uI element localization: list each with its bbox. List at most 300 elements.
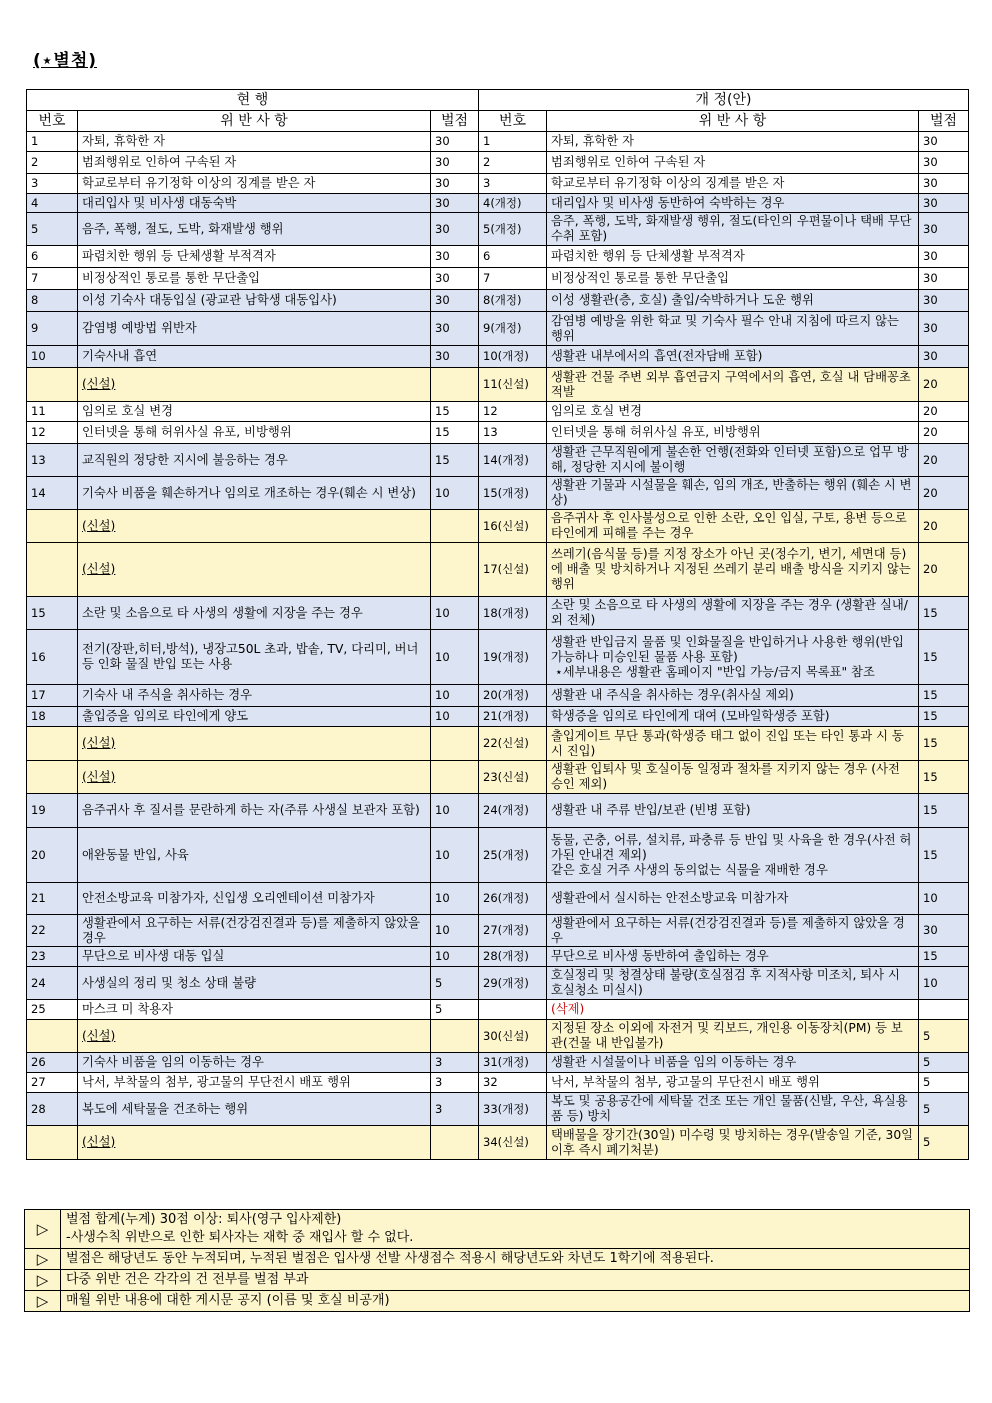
revised-violation-text: 생활관 기물과 시설물을 훼손, 임의 개조, 반출하는 행위 (훼손 시 변상) [551,478,912,507]
revised-no-text: 10(개정) [483,349,529,363]
page-title: (⋆별첨) [33,51,98,71]
current-violation [78,597,431,630]
col-points-current: 벌점 [431,111,479,132]
current-no-text: 3 [31,176,39,190]
revised-violation-text: 생활관 내 주식을 취사하는 경우(취사실 제외) [551,688,794,702]
current-points-text: 5 [435,1002,443,1016]
table-row [27,132,969,152]
current-violation-text: 범죄행위로 인하여 구속된 자 [82,155,237,169]
current-points [431,1126,479,1160]
revised-violation-text: 대리입사 및 비사생 동반하여 숙박하는 경우 [551,195,785,210]
revised-points [919,828,969,883]
revised-points [919,685,969,707]
revised-points [919,1020,969,1053]
current-violation [78,1053,431,1073]
revised-violation-text: 감염병 예방을 위한 학교 및 기숙사 필수 안내 지침에 따르지 않는 행위 [551,313,899,343]
current-no [27,967,78,1000]
bullet-arrow-icon: ▷ [25,1210,61,1249]
revised-no [479,597,547,630]
revised-violation [547,1020,919,1053]
revised-no-text: 30(신설) [483,1028,529,1043]
current-points [431,794,479,828]
revised-no-text: 17(신설) [483,562,529,576]
revised-points [919,213,969,246]
revised-no-text: 4(개정) [483,195,522,210]
revised-violation [547,685,919,707]
current-violation [78,312,431,346]
current-points-text: 10 [435,709,450,723]
revised-points-text: 30 [923,321,938,335]
current-no-text: 28 [31,1101,46,1116]
current-points [431,132,479,152]
revised-no [479,213,547,246]
current-violation [78,174,431,194]
revised-points [919,1093,969,1126]
current-points-text: 30 [435,176,450,190]
current-violation-text: 무단으로 비사생 대동 입실 [82,949,225,963]
revised-violation [547,727,919,761]
current-violation-text: 기숙사 비품을 임의 이동하는 경우 [82,1055,264,1069]
revised-points-text: 15 [923,605,938,620]
revised-no [479,194,547,213]
revised-violation [547,213,919,246]
revised-points-text: 10 [923,891,938,905]
revised-points-text: 15 [923,769,938,784]
current-no [27,268,78,290]
table-row [27,1126,969,1160]
revised-no-text: 14(개정) [483,452,529,467]
current-points [431,174,479,194]
table-row [27,194,969,213]
current-no-text: 15 [31,605,46,620]
table-row [27,685,969,707]
current-no [27,1126,78,1160]
revised-no [479,444,547,477]
note-subline: -사생수칙 위반으로 인한 퇴사자는 재학 중 재입사 할 수 없다. [66,1230,414,1245]
revised-no-text: 26(개정) [483,891,529,905]
bullet-arrow-icon: ▷ [25,1291,61,1312]
revised-violation [547,883,919,915]
current-points [431,152,479,174]
col-no-revised: 번호 [479,111,547,132]
current-violation [78,1020,431,1053]
current-points-text: 5 [435,975,443,990]
revised-violation [547,194,919,213]
revised-no-text: 27(개정) [483,923,529,937]
current-points [431,422,479,444]
current-no [27,213,78,246]
revised-no [479,402,547,422]
table-row [27,761,969,794]
current-no [27,685,78,707]
revised-violation [547,368,919,402]
revised-no [479,883,547,915]
revised-violation-text: 복도 및 공용공간에 세탁물 건조 또는 개인 물품(신발, 우산, 욕실용품 등) 방치 [551,1094,908,1123]
current-violation-text: 생활관에서 요구하는 서류(건강검진결과 등)를 제출하지 않았을 경우 [82,915,420,945]
revised-points-text: 5 [923,1055,931,1069]
revised-violation [547,246,919,268]
current-no-text: 24 [31,975,46,990]
revised-points-text: 5 [923,1028,931,1043]
revised-no [479,152,547,174]
revised-no [479,1073,547,1093]
revised-violation-text: 지정된 장소 이외에 자전거 및 킥보드, 개인용 이동장치(PM) 등 보관(건물 내 반입불가) [551,1021,903,1050]
revised-no-text: 9(개정) [483,321,522,335]
current-points-text: 10 [435,485,450,500]
current-violation-text: 애완동물 반입, 사육 [82,847,189,862]
revised-no [479,510,547,543]
revised-no [479,1126,547,1160]
revised-no-text: 3 [483,176,491,190]
current-no-text: 7 [31,271,39,285]
revised-points [919,1000,969,1020]
current-no-text: 11 [31,404,46,418]
revised-points [919,967,969,1000]
revised-points [919,422,969,444]
current-no [27,828,78,883]
revised-violation [547,1000,919,1020]
current-points-text: 30 [435,221,450,236]
current-no-text: 10 [31,349,46,363]
current-points [431,1053,479,1073]
current-points [431,346,479,368]
note-text [61,1291,970,1312]
revised-points-text: 30 [923,271,938,285]
current-violation [78,1126,431,1160]
current-points [431,444,479,477]
note-line: 다중 위반 건은 각각의 건 전부를 벌점 부과 [66,1272,309,1287]
current-violation [78,268,431,290]
bullet-arrow-icon: ▷ [25,1249,61,1270]
revised-points-text: 20 [923,425,938,439]
current-violation-text: 자퇴, 휴학한 자 [82,134,165,148]
current-no [27,1020,78,1053]
revised-violation-text: 이성 생활관(층, 호실) 출입/숙박하거나 도운 행위 [551,293,814,307]
current-violation-text: 교직원의 정당한 지시에 불응하는 경우 [82,452,288,467]
current-violation [78,1073,431,1093]
revised-violation [547,597,919,630]
revised-points-text: 5 [923,1075,931,1089]
current-points-text: 10 [435,688,450,702]
revised-violation-text: 생활관 건물 주변 외부 흡연금지 구역에서의 흡연, 호실 내 담배꽁초 적발 [551,369,911,399]
current-no-text: 18 [31,709,46,723]
table-row [27,915,969,947]
current-no [27,174,78,194]
current-violation [78,194,431,213]
current-no [27,947,78,967]
revised-violation [547,707,919,727]
current-no-text: 17 [31,688,46,702]
current-violation-text: 낙서, 부착물의 첨부, 광고물의 무단전시 배포 행위 [82,1075,351,1089]
revised-no-text: 21(개정) [483,709,529,723]
current-points-text: 10 [435,847,450,862]
revised-violation-text: 임의로 호실 변경 [551,404,642,418]
current-no-text: 5 [31,221,39,236]
current-violation [78,828,431,883]
revised-points-text: 30 [923,923,938,937]
table-row [27,268,969,290]
revised-violation [547,346,919,368]
note-text [61,1249,970,1270]
current-points [431,1000,479,1020]
current-points-text: 10 [435,923,450,937]
current-violation-text: 파렴치한 행위 등 단체생활 부적격자 [82,249,276,263]
current-points-text: 10 [435,803,450,817]
current-points-text: 10 [435,949,450,963]
table-row [27,967,969,1000]
revised-no-text: 11(신설) [483,377,529,391]
revised-no-text: 29(개정) [483,975,529,990]
current-points-text: 3 [435,1055,443,1069]
revised-no-text: 5(개정) [483,221,522,236]
current-no-text: 6 [31,249,39,263]
revised-violation [547,132,919,152]
col-violation-current: 위 반 사 항 [78,111,431,132]
revised-violation-text: 소란 및 소음으로 타 사생의 생활에 지장을 주는 경우 (생활관 실내/외 전체) [551,598,908,627]
current-violation-text: 대리입사 및 비사생 대동숙박 [82,195,237,210]
revised-points [919,194,969,213]
current-no [27,794,78,828]
revised-no [479,1053,547,1073]
current-violation [78,967,431,1000]
current-violation-text: 복도에 세탁물을 건조하는 행위 [82,1101,249,1116]
revised-no [479,828,547,883]
revised-violation [547,761,919,794]
current-no [27,194,78,213]
current-violation [78,883,431,915]
current-violation-text: (신설) [82,518,116,533]
current-no-text: 21 [31,891,46,905]
note-row [25,1249,970,1270]
current-violation-text: 임의로 호실 변경 [82,404,173,418]
revised-violation-text: 자퇴, 휴학한 자 [551,134,634,148]
revised-no-text: 6 [483,249,491,263]
current-points [431,1073,479,1093]
current-no [27,444,78,477]
table-row [27,346,969,368]
current-violation [78,543,431,597]
current-violation-text: 마스크 미 착용자 [82,1002,173,1016]
revised-violation [547,290,919,312]
revised-violation [547,915,919,947]
revised-no-text: 2 [483,155,491,169]
current-violation-text: 인터넷을 통해 허위사실 유포, 비방행위 [82,425,292,439]
revised-points-text: 10 [923,975,938,990]
current-no [27,630,78,685]
current-points [431,477,479,510]
current-no-text: 8 [31,293,39,307]
table-row [27,246,969,268]
current-violation-text: 음주귀사 후 질서를 문란하게 하는 자(주류 사생실 보관자 포함) [82,803,420,817]
current-points-text: 30 [435,349,450,363]
current-violation [78,246,431,268]
current-violation-text: 학교로부터 유기정학 이상의 징계를 받은 자 [82,176,316,190]
table-row [27,630,969,685]
current-no [27,402,78,422]
current-violation-text: 전기(장판,히터,방석), 냉장고50L 초과, 밥솥, TV, 다리미, 버너 등 인화 물질 반입 또는 사용 [82,642,419,671]
revised-violation [547,794,919,828]
table-row [27,947,969,967]
revised-points-text: 30 [923,249,938,263]
current-violation [78,707,431,727]
table-row [27,707,969,727]
revised-violation [547,444,919,477]
table-row [27,1053,969,1073]
revised-no [479,132,547,152]
note-line: 벌점 합계(누계) 30점 이상: 퇴사(영구 입사제한) [66,1212,342,1227]
current-violation-text: 기숙사 비품을 훼손하거나 임의로 개조하는 경우(훼손 시 변상) [82,485,416,500]
current-points-text: 30 [435,271,450,285]
current-points [431,967,479,1000]
current-points [431,213,479,246]
current-points-text: 10 [435,891,450,905]
current-no [27,761,78,794]
current-violation [78,152,431,174]
current-violation [78,346,431,368]
table-row [27,152,969,174]
current-no [27,597,78,630]
revised-no-text: 18(개정) [483,605,529,620]
revised-no [479,1000,547,1020]
revised-violation [547,1073,919,1093]
revised-no-text: 20(개정) [483,688,529,702]
revised-points [919,915,969,947]
current-points [431,685,479,707]
current-violation [78,727,431,761]
current-violation [78,630,431,685]
current-violation [78,132,431,152]
revised-violation-text: 쓰레기(음식물 등)를 지정 장소가 아닌 곳(정수기, 변기, 세면대 등)에 배출 및 방치하거나 지정된 쓰레기 분리 배출 방식을 지키지 않는 행위 [551,547,911,591]
current-points [431,883,479,915]
revised-points [919,477,969,510]
current-points-text: 15 [435,425,450,439]
revised-violation-text: 호실정리 및 청결상태 불량(호실점검 후 지적사항 미조치, 퇴사 시 호실청소 미실시) [551,968,900,997]
revised-violation [547,1093,919,1126]
col-no-current: 번호 [27,111,78,132]
table-row [27,1073,969,1093]
current-no-text: 1 [31,134,39,148]
revised-points [919,174,969,194]
revised-violation-text: 생활관 근무직원에게 불손한 언행(전화와 인터넷 포함)으로 업무 방해, 정당한 지시에 불이행 [551,445,909,474]
revised-violation-text: 생활관 내 주류 반입/보관 (빈병 포함) [551,803,751,817]
revised-violation-text: 생활관 입퇴사 및 호실이동 일정과 절차를 지키지 않는 경우 (사전 승인 제외) [551,762,900,791]
current-points-text: 30 [435,155,450,169]
current-violation [78,402,431,422]
current-no [27,1053,78,1073]
revised-no [479,915,547,947]
current-points [431,915,479,947]
revised-points-text: 15 [923,847,938,862]
revised-violation-text: 출입게이트 무단 통과(학생증 태그 없이 진입 또는 타인 통과 시 동시 진입) [551,728,904,758]
revised-violation [547,967,919,1000]
notes-box [24,1209,970,1312]
revised-no-text: 34(신설) [483,1135,529,1149]
current-no-text: 19 [31,803,46,817]
revised-points [919,268,969,290]
revised-no [479,707,547,727]
note-row [25,1210,970,1249]
table-row [27,368,969,402]
table-row [27,883,969,915]
table-row [27,597,969,630]
current-violation [78,213,431,246]
table-row [27,510,969,543]
current-points [431,828,479,883]
revised-violation [547,152,919,174]
revised-no-text: 19(개정) [483,649,529,664]
revised-no [479,477,547,510]
note-text [61,1210,970,1249]
revised-points-text: 20 [923,562,938,576]
revised-no [479,727,547,761]
revised-points-text: 20 [923,518,938,533]
current-no-text: 23 [31,949,46,963]
revised-violation-text: 범죄행위로 인하여 구속된 자 [551,155,706,169]
revised-violation-note: ⋆세부내용은 생활관 홈페이지 "반입 가능/금지 목록표" 참조 [555,664,875,679]
revised-points-text: 30 [923,293,938,307]
revised-no [479,630,547,685]
revised-points [919,630,969,685]
col-violation-revised: 위 반 사 항 [547,111,919,132]
revised-violation-text: 무단으로 비사생 동반하여 출입하는 경우 [551,949,769,963]
table-row [27,312,969,346]
revised-no-text: 22(신설) [483,736,529,750]
revised-no-text: 8(개정) [483,293,522,307]
revised-points-text: 30 [923,221,938,236]
current-violation [78,510,431,543]
current-no-text: 12 [31,425,46,439]
current-violation-text: 이성 기숙사 대동입실 (광교관 남학생 대동입사) [82,293,337,307]
revised-points [919,368,969,402]
current-points-text: 10 [435,605,450,620]
current-points-text: 30 [435,195,450,210]
revised-no-text: 28(개정) [483,949,529,963]
current-no [27,132,78,152]
current-points [431,246,479,268]
current-violation-text: 안전소방교육 미참가자, 신입생 오리엔테이션 미참가자 [82,891,375,905]
revised-no [479,1020,547,1053]
current-no-text: 20 [31,847,46,862]
current-points-text: 30 [435,321,450,335]
revised-points-text: 15 [923,649,938,664]
revised-points-text: 30 [923,195,938,210]
current-violation [78,947,431,967]
revised-no [479,967,547,1000]
current-points [431,194,479,213]
current-points-text: 3 [435,1075,443,1089]
revised-points-text: 15 [923,803,938,817]
bullet-arrow-icon: ▷ [25,1270,61,1291]
revised-points [919,152,969,174]
revised-points [919,1126,969,1160]
col-points-revised: 벌점 [919,111,969,132]
revised-points [919,290,969,312]
revised-violation-text: 인터넷을 통해 허위사실 유포, 비방행위 [551,425,761,439]
table-row [27,543,969,597]
revised-no-text: 12 [483,404,498,418]
revised-violation-text: 택배물을 장기간(30일) 미수령 및 방치하는 경우(발송일 기준, 30일 이후 즉시 폐기처분) [551,1127,914,1157]
current-no [27,707,78,727]
current-points [431,312,479,346]
current-violation [78,1093,431,1126]
revised-violation [547,402,919,422]
revised-points [919,883,969,915]
revised-points [919,246,969,268]
revised-violation [547,312,919,346]
current-no [27,1073,78,1093]
revised-violation-text: (삭제) [551,1002,585,1016]
current-no [27,510,78,543]
